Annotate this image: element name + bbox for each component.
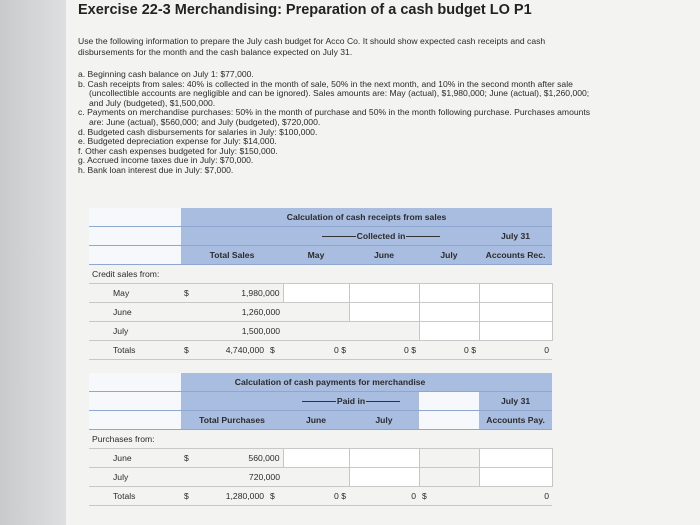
- cash-receipts-table: [89, 208, 553, 360]
- ar-input[interactable]: [479, 284, 552, 303]
- receipts-table-title: Calculation of cash receipts from sales: [181, 208, 552, 227]
- credit-sales-label: Credit sales from:: [89, 265, 552, 284]
- ar-input[interactable]: [479, 322, 552, 341]
- june-header: June: [283, 411, 349, 430]
- requirement-item: h. Bank loan interest due in July: $7,000.: [78, 164, 234, 175]
- ar-header-line1: July 31: [479, 227, 552, 246]
- requirement-item: e. Budgeted depreciation expense for July: $14,000.: [78, 136, 277, 147]
- requirement-item: a. Beginning cash balance on July 1: $77,000.: [78, 69, 254, 79]
- july-header: July: [349, 411, 419, 430]
- ap-header-line2: Accounts Pay.: [479, 411, 552, 430]
- july-payment-input[interactable]: [349, 449, 419, 468]
- requirement-item: b. Cash receipts from sales: 40% is collected in the month of sale, 50% in the next month, and 10% in the second month after sale (uncollectible accounts are negligible and can be ignored). Sales amounts are: May (actual), $1,980,000; June (actual), $1,260,000; and July (budgeted), $1,500,000.: [78, 78, 590, 108]
- june-payment-input[interactable]: [283, 449, 349, 468]
- collected-in-header: Collected in: [283, 227, 479, 246]
- requirement-item: f. Other cash expenses budgeted for July: $150,000.: [78, 145, 278, 156]
- table-row: May $ 1,980,000: [89, 284, 552, 303]
- cash-payments-table: [89, 373, 553, 506]
- june-header: June: [349, 246, 419, 265]
- requirement-item: c. Payments on merchandise purchases: 50% in the month of purchase and 50% in the month following purchase. Purchases amounts are: June (actual), $560,000; and July (budgeted), $720,000.: [78, 107, 591, 127]
- june-collection-input[interactable]: [349, 303, 419, 322]
- purchases-from-label: Purchases from:: [89, 430, 552, 449]
- may-collection-input[interactable]: [283, 284, 349, 303]
- table-row: July 1,500,000: [89, 322, 552, 341]
- ap-input[interactable]: [479, 468, 552, 487]
- totals-row: Totals $ 1,280,000 $ 0 $ 0 $ 0: [89, 487, 552, 506]
- table-row: June $ 560,000: [89, 449, 552, 468]
- total-purchases-header: Total Purchases: [181, 411, 283, 430]
- may-header: May: [283, 246, 349, 265]
- page-title: Exercise 22-3 Merchandising: Preparation of a cash budget LO P1: [78, 2, 532, 18]
- ar-input[interactable]: [479, 303, 552, 322]
- requirement-item: g. Accrued income taxes due in July: $70,000.: [78, 155, 254, 166]
- july-collection-input[interactable]: [419, 322, 479, 341]
- requirement-item: d. Budgeted cash disbursements for salaries in July: $100,000.: [78, 126, 318, 137]
- july-payment-input[interactable]: [349, 468, 419, 487]
- ap-input[interactable]: [479, 449, 552, 468]
- total-sales-header: Total Sales: [181, 246, 283, 265]
- requirements-list: [78, 70, 598, 176]
- table-row: July 720,000: [89, 468, 552, 487]
- june-collection-input[interactable]: [349, 284, 419, 303]
- july-collection-input[interactable]: [419, 284, 479, 303]
- july-header: July: [419, 246, 479, 265]
- payments-table-title: Calculation of cash payments for merchandise: [181, 373, 479, 392]
- ap-header-line1: July 31: [479, 392, 552, 411]
- left-edge: [0, 0, 66, 525]
- ar-header-line2: Accounts Rec.: [479, 246, 552, 265]
- table-row: June 1,260,000: [89, 303, 552, 322]
- paid-in-header: Paid in: [283, 392, 419, 411]
- intro-text: Use the following information to prepare the July cash budget for Acco Co. It should show expected cash receipts and cash disbursements for the month and the cash balance expected on July 31.: [78, 36, 546, 57]
- july-collection-input[interactable]: [419, 303, 479, 322]
- totals-row: Totals $ 4,740,000 $ 0 $ 0 $ 0 $ 0: [89, 341, 552, 360]
